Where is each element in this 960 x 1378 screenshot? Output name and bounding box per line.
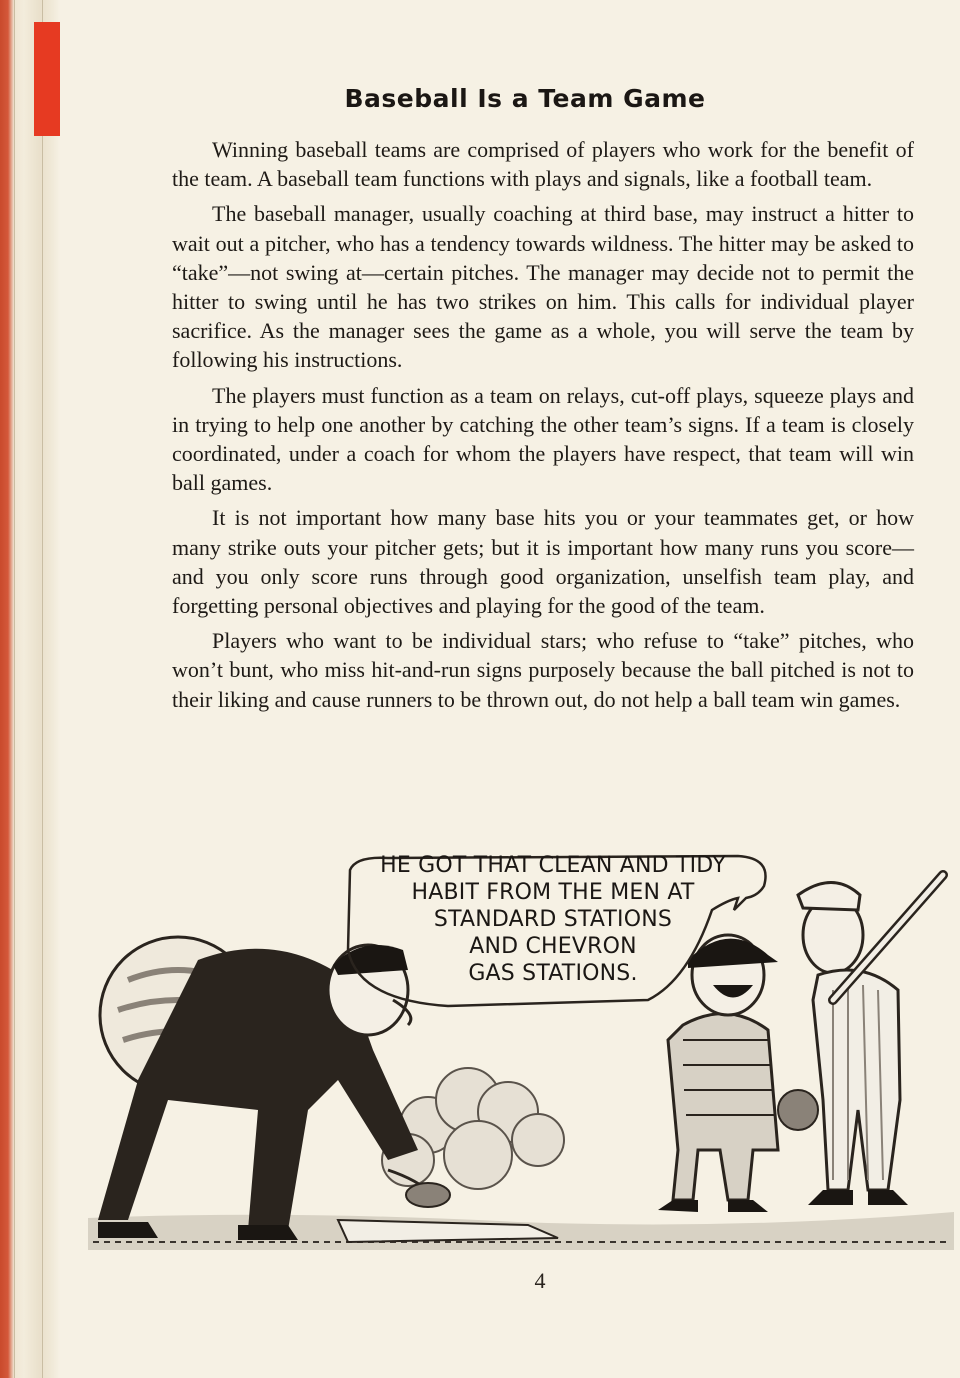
bubble-line: STANDARD STATIONS (433, 907, 673, 932)
body-text (172, 135, 914, 720)
page-title: Baseball Is a Team Game (344, 84, 706, 113)
catcher-mitt (778, 1090, 818, 1130)
bubble-line: HE GOT THAT CLEAN AND TIDY (380, 853, 726, 878)
page-number: 4 (534, 1268, 546, 1293)
paragraph: The players must function as a team on relays, cut-off plays, squeeze plays and in trying to help one another by catching the other team’s signs. If a team is closely coordinated, under a coach for whom the players have respect, that team will win ball games. (172, 382, 914, 496)
batter-figure (798, 875, 943, 1205)
dust-cloud (382, 1068, 564, 1189)
paragraph: Players who want to be individual stars; who refuse to “take” pitches, who won’t bunt, who miss hit-and-run signs purposely because the ball pitched is not to their liking and cause runners to be thrown out, do not help a ball team win games. (172, 628, 914, 712)
bubble-line: HABIT FROM THE MEN AT (411, 880, 695, 905)
bubble-line: GAS STATIONS. (468, 961, 638, 986)
bubble-line: AND CHEVRON (469, 934, 637, 959)
speech-bubble-text (338, 852, 768, 1002)
batter-cap (798, 883, 860, 911)
paragraph: Winning baseball teams are comprised of players who work for the benefit of the team. A baseball team functions with plays and signals, like a football team. (172, 137, 914, 192)
paragraph: It is not important how many base hits you or your teammates get, or how many strike outs your pitcher gets; but it is important how many runs you score—and you only score runs through good organization, unselfish team play, and forgetting personal objectives and playing for the good of the team. (172, 505, 914, 619)
paragraph: The baseball manager, usually coaching at third base, may instruct a hitter to wait out a pitcher, who has a tendency towards wildness. The hitter may be asked to “take”—not swing at—certain pitches. The manager may decide not to permit the hitter to swing until he has two strikes on him. This calls for individual player sacrifice. As the manager sees the game as a whole, you will serve the team by following his instructions. (172, 201, 914, 373)
